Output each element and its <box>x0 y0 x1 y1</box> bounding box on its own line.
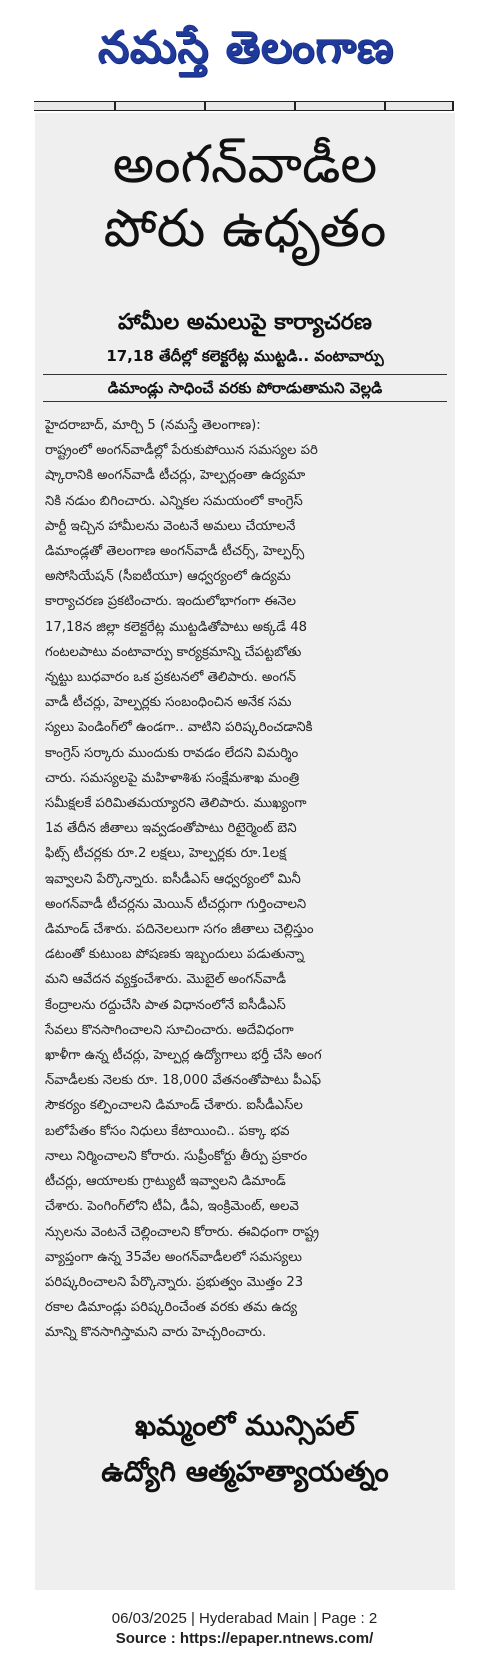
article-body-line: ష్కారానికి అంగన్‌వాడీ టీచర్లు, హెల్పర్లంతా ఉద్యమా <box>45 468 306 484</box>
article-body-line: పార్టీ ఇచ్చిన హామీలను వెంటనే అమలు చేయాలనే <box>45 518 296 534</box>
article-body-line: నాలు నిర్మించాలని కోరారు. సుప్రీంకోర్టు తీర్పు ప్రకారం <box>45 1148 308 1164</box>
article-body-line: న్నట్టు బుధవారం ఒక ప్రకటనలో తెలిపారు. అంగన్ <box>45 670 297 686</box>
article-body-line: న్సులను వెంటనే చెల్లించాలని కోరారు. ఈవిధంగా రాష్ట్ర <box>45 1224 320 1240</box>
article-body-line: ఖాళీగా ఉన్న టీచర్లు, హెల్పర్ల ఉద్యోగాలు భర్తీ చేసి అంగ <box>45 1048 322 1064</box>
article-body-line: సేవలు కొనసాగించాలని సూచించారు. అదేవిధంగా <box>45 1022 294 1038</box>
article-body-line: సమీక్షలకే పరిమితమయ్యారని తెలిపారు. ముఖ్యంగా <box>45 796 307 812</box>
article-body-line: బలోపేతం కోసం నిధులు కేటాయించి.. పక్కా భవ <box>45 1123 290 1139</box>
article-body-line: అంగన్‌వాడీ టీచర్లను మెయిన్ టీచర్లుగా గుర్తించాలని <box>45 896 307 912</box>
article-body-line: సౌకర్యం కల్పించాలని డిమాండ్ చేశారు. ఐసీడీఎస్‌ల <box>45 1098 303 1114</box>
article-body-line: రాష్ట్రంలో అంగన్‌వాడీల్లో పేరుకుపోయిన సమస్యల పరి <box>45 443 318 459</box>
article-body-line: డిమాండ్లతో తెలంగాణ అంగన్‌వాడీ టీచర్స్, హెల్పర్స్ <box>45 544 305 560</box>
article-body-line: 17,18న జిల్లా కలెక్టరేట్ల ముట్టడితోపాటు అక్కడే 48 <box>45 619 308 635</box>
article-clipping <box>35 113 455 1590</box>
article-body-line: కేంద్రాలను రద్దుచేసి పాత విధానంలోనే ఐసీడీఎస్ <box>45 997 286 1013</box>
article-body <box>45 413 445 1346</box>
article-body-line: పరిష్కరించాలని పేర్కొన్నారు. ప్రభుత్వం మొత్తం 23 <box>45 1274 304 1290</box>
masthead-divider-strip <box>34 101 454 111</box>
next-article-headline-line-2: ఉద్యోగి ఆత్మహత్యాయత్నం <box>101 1455 389 1488</box>
source-link[interactable]: Source : https://epaper.ntnews.com/ <box>115 1630 374 1647</box>
article-body-line: డటంతో కుటుంబ పోషణకు ఇబ్బందులు పడుతున్నా <box>45 947 305 963</box>
article-body-line: ఫిట్స్ టీచర్లకు రూ.2 లక్షలు, హెల్పర్లకు రూ.1లక్ష <box>45 846 287 862</box>
edition-meta: 06/03/2025 | Hyderabad Main | Page : 2 <box>111 1610 378 1627</box>
newspaper-logo: నమస్తే తెలంగాణ <box>97 22 395 73</box>
article-body-line: వాడీ టీచర్లు, హెల్పర్లకు సంబంధించిన అనేక సమ <box>45 695 292 711</box>
article-body-line: డిమాండ్ చేశారు. పదినెలలుగా సగం జీతాలు చెల్లిస్తుం <box>45 922 314 938</box>
article-body-line: కార్యాచరణ ప్రకటించారు. ఇందులోభాగంగా ఈనెల <box>45 594 296 610</box>
article-subheading-3: డిమాండ్లు సాధించే వరకు పోరాడుతామని వెల్లడి <box>43 374 447 402</box>
article-body-line: హైదరాబాద్, మార్చి 5 (నమస్తే తెలంగాణ): <box>45 418 261 433</box>
article-body-line: 1వ తేదీన జీతాలు ఇవ్వడంతోపాటు రిటైర్మెంట్ బెని <box>45 821 297 837</box>
article-body-line: టీచర్లు, ఆయాలకు గ్రాట్యుటీ ఇవ్వాలని డిమాండ్ <box>45 1174 286 1190</box>
masthead <box>0 0 489 110</box>
article-subheading-1: హామీల అమలుపై కార్యాచరణ <box>118 310 372 335</box>
article-subheading-2: 17,18 తేదీల్లో కలెక్టరేట్ల ముట్టడి.. వంటావార్పు <box>106 347 384 365</box>
article-body-line: వ్యాప్తంగా ఉన్న 35వేల అంగన్‌వాడీలలో సమస్యలు <box>45 1249 302 1265</box>
headline-line-2: పోరు ఉధృతం <box>103 199 387 259</box>
article-body-line: చారు. సమస్యలపై మహిళాశిశు సంక్షేమశాఖ మంత్రి <box>45 770 300 786</box>
article-body-line: కాంగ్రెస్ సర్కారు ముందుకు రావడం లేదని విమర్శిం <box>45 745 299 761</box>
article-body-line: స్యలు పెండింగ్‌లో ఉండగా.. వాటిని పరిష్కరించడానికి <box>45 720 313 736</box>
article-headline <box>35 133 455 261</box>
article-body-line: నికి నడుం బిగించారు. ఎన్నికల సమయంలో కాంగ్రెస్ <box>45 493 303 509</box>
article-body-line: న్‌వాడీలకు నెలకు రూ. 18,000 వేతనంతోపాటు పీఎఫ్ <box>45 1073 322 1089</box>
article-body-line: చేశారు. పెంగింగ్‌లోని టీఏ, డీఏ, ఇంక్రిమెంట్, అలవె <box>45 1199 299 1215</box>
article-body-line: రకాల డిమాండ్లు పరిష్కరించేంత వరకు తమ ఉద్య <box>45 1300 298 1316</box>
next-article-headline-line-1: ఖమ్మంలో మున్సిపల్ <box>134 1409 356 1442</box>
headline-line-1: అంగన్‌వాడీల <box>112 135 378 195</box>
article-body-line: మాన్ని కొనసాగిస్తామని వారు హెచ్చరించారు. <box>45 1325 267 1341</box>
article-body-line: ఇవ్వాలని పేర్కొన్నారు. ఐసీడీఎస్ ఆధ్వర్యంలో మినీ <box>45 871 301 887</box>
article-body-line: మని ఆవేదన వ్యక్తంచేశారు. మొబైల్ అంగన్‌వాడీ <box>45 972 287 988</box>
article-body-line: అసోసియేషన్ (సీఐటీయూ) ఆధ్వర్యంలో ఉద్యమ <box>45 569 291 585</box>
article-body-line: గంటలపాటు వంటావార్పు కార్యక్రమాన్ని చేపట్టబోతు <box>45 644 302 660</box>
